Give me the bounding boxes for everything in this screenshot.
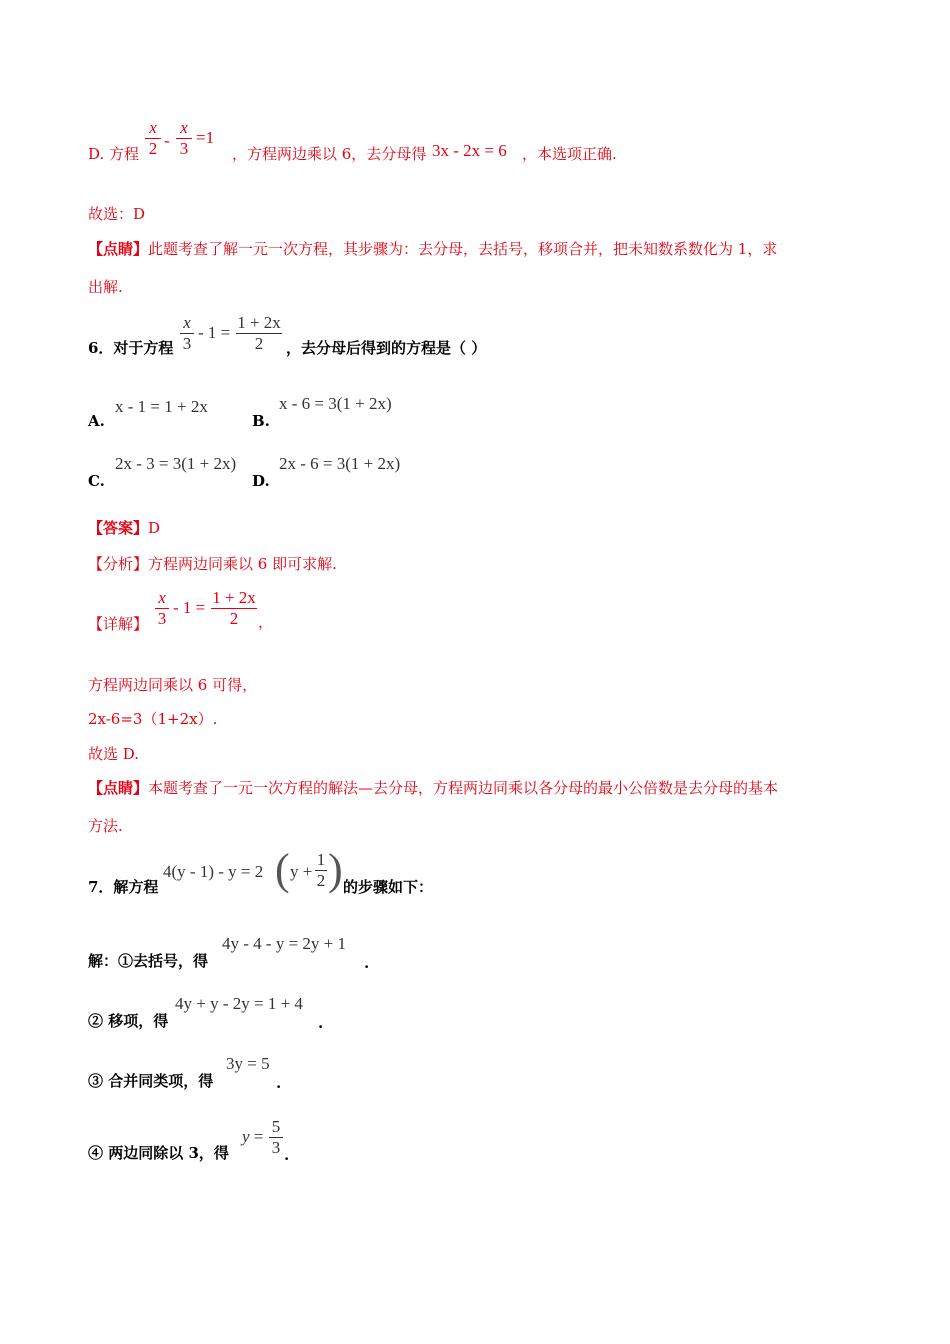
step-4-end: .	[284, 1146, 290, 1164]
fraction-x-over-3: x 3	[176, 118, 192, 159]
comment-text: 此题考查了解一元一次方程，其步骤为：去分母，去括号，移项合并，把未知数系数化为 1，求	[148, 240, 778, 258]
comment-tag: 【点睛】	[88, 240, 149, 258]
step-3-end: .	[276, 1074, 282, 1092]
step-3-equation: 3y = 5	[226, 1054, 270, 1073]
q7-equation-left: 4(y - 1) - y = 2	[163, 862, 264, 881]
option-d-equation: 2x - 6 = 3(1 + 2x)	[279, 454, 401, 473]
comment2-line2: 方法.	[88, 817, 123, 835]
comment-line2: 出解.	[88, 278, 123, 296]
q6-fraction-x-over-3: x 3	[180, 313, 194, 354]
step-1-text: 解：①去括号，得	[88, 952, 209, 970]
option-d-label-q6: D.	[252, 472, 270, 490]
right-paren: )	[328, 845, 343, 894]
choice-statement: 故选：D	[88, 205, 146, 223]
q6-fraction-1plus2x-over-2: 1 + 2x 2	[237, 313, 281, 353]
step-2-end: .	[318, 1014, 324, 1032]
answer-tag: 【答案】	[88, 519, 149, 537]
detail-line2: 2x-6=3（1+2x）.	[88, 710, 218, 728]
analysis-tag: 【分析】	[88, 555, 149, 573]
analysis-text: 方程两边同乘以 6 即可求解.	[148, 555, 337, 573]
step-2-text: ② 移项，得	[88, 1012, 169, 1030]
q6-minus-one-equals: - 1 =	[198, 323, 231, 342]
detail-minus-one-equals: - 1 =	[173, 598, 206, 617]
step-4-fraction-5-over-3: 5 3	[269, 1117, 283, 1158]
step-2-equation: 4y + y - 2y = 1 + 4	[175, 994, 303, 1013]
option-c-label: C.	[88, 472, 105, 490]
minus-sign: -	[164, 131, 170, 150]
detail-fraction-1plus2x-over-2: 1 + 2x 2	[212, 588, 256, 628]
answer-value: D	[148, 519, 161, 537]
option-a-equation: x - 1 = 1 + 2x	[115, 397, 208, 416]
q7-fraction-1-over-2: 1 2	[316, 850, 326, 890]
equation-rhs: =1	[196, 128, 215, 147]
option-c-equation: 2x - 3 = 3(1 + 2x)	[115, 454, 237, 473]
left-paren: (	[275, 845, 290, 894]
detail-tag: 【详解】	[88, 615, 149, 633]
analysis-line	[88, 553, 337, 575]
equation-3x-2x: 3x - 2x = 6	[432, 141, 507, 160]
question-6-suffix: ，去分母后得到的方程是（ ）	[286, 339, 487, 357]
comment2-text: 本题考查了一元一次方程的解法—去分母，方程两边同乘以各分母的最小公倍数是去分母的基本	[148, 779, 779, 797]
detail-fraction-x-over-3: x 3	[155, 588, 169, 629]
comment2-line1	[88, 777, 778, 799]
option-b-equation: x - 6 = 3(1 + 2x)	[279, 394, 392, 413]
answer-line	[88, 517, 160, 539]
question-7-prefix: 7．解方程	[88, 878, 159, 896]
step-3-text: ③ 合并同类项，得	[88, 1072, 214, 1090]
question-6-prefix: 6．对于方程	[88, 339, 174, 357]
detail-line3: 故选 D.	[88, 745, 140, 763]
option-a-label: A.	[88, 412, 105, 430]
step-1-end: .	[364, 954, 370, 972]
detail-line1: 方程两边同乘以 6 可得，	[88, 676, 258, 694]
comment2-tag: 【点睛】	[88, 779, 149, 797]
question-7-suffix: 的步骤如下：	[343, 878, 434, 896]
option-b-label: B.	[252, 412, 270, 430]
step-4-equation: y =	[242, 1127, 264, 1146]
option-d-text2: ，本选项正确.	[522, 145, 617, 163]
fraction-x-over-2: x 2	[145, 118, 161, 159]
q7-equation-inner: y +	[290, 862, 313, 881]
step-1-equation: 4y - 4 - y = 2y + 1	[222, 934, 346, 953]
option-d-text1: ，方程两边乘以 6，去分母得	[232, 145, 427, 163]
detail-tail: ，	[258, 613, 274, 631]
step-4-text: ④ 两边同除以 3，得	[88, 1144, 229, 1162]
option-d-label: D. 方程	[88, 145, 140, 163]
comment-line1	[88, 238, 777, 260]
